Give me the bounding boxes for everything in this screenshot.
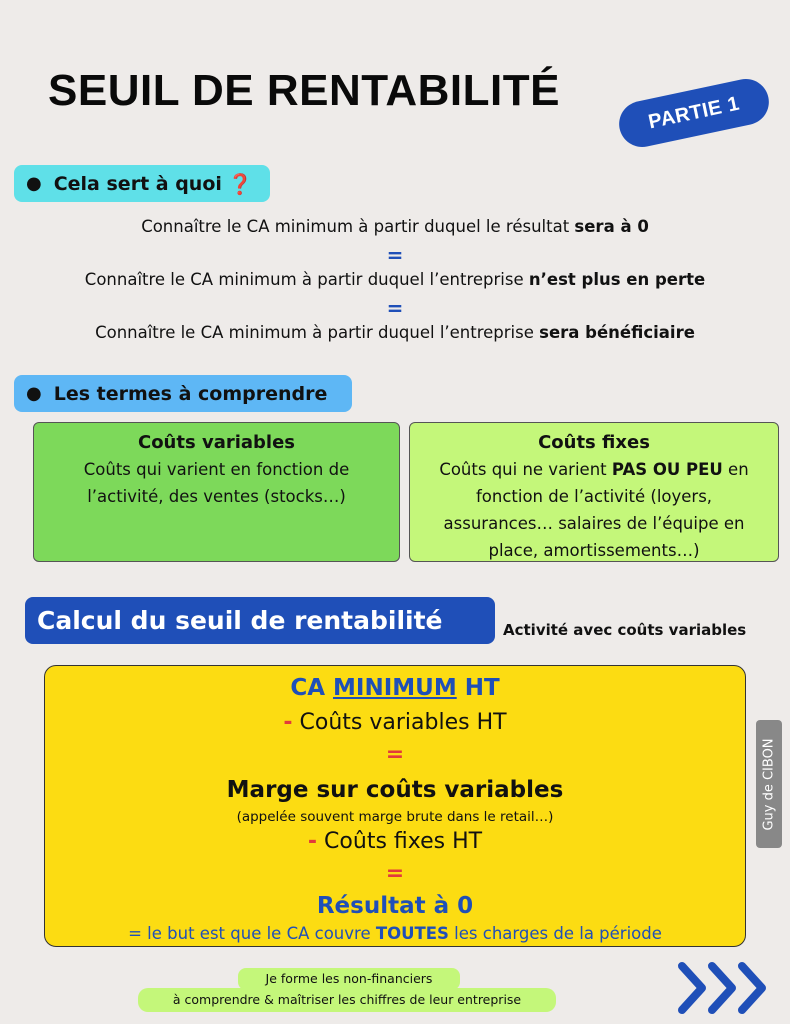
partie-badge: PARTIE 1 — [615, 75, 773, 152]
variable-costs-line-1: Coûts qui varient en fonction de — [83, 460, 350, 479]
footer-line-1: Je forme les non-financiers — [238, 968, 460, 990]
formula-couts-fixes: - Coûts fixes HT — [307, 829, 483, 854]
variable-costs-title: Coûts variables — [137, 432, 296, 453]
fixed-costs-line-4: place, amortissements…) — [488, 541, 700, 560]
fixed-costs-line-2: fonction de l’activité (loyers, — [475, 487, 713, 506]
variable-costs-card — [33, 422, 400, 562]
section-label-termes — [14, 375, 352, 412]
fixed-costs-card — [409, 422, 779, 562]
definition-line-2: Connaître le CA minimum à partir duquel l’entreprise n’est plus en perte — [84, 270, 706, 289]
page-title: SEUIL DE RENTABILITÉ — [48, 66, 560, 115]
definition-line-3: Connaître le CA minimum à partir duquel l’entreprise sera bénéficiaire — [95, 323, 695, 342]
section-label-quoi-text: Cela sert à quoi — [53, 172, 222, 195]
definition-line-1: Connaître le CA minimum à partir duquel le résultat sera à 0 — [141, 217, 649, 236]
footer-line-2: à comprendre & maîtriser les chiffres de leur entreprise — [138, 988, 556, 1012]
formula-marge: Marge sur coûts variables — [226, 777, 564, 803]
bullet-icon: ● — [26, 383, 42, 404]
bullet-icon: ● — [26, 173, 42, 194]
fixed-costs-line-3: assurances… salaires de l’équipe en — [443, 514, 745, 533]
author-side-tab — [756, 720, 782, 848]
formula-equals-2: = — [385, 861, 405, 886]
variable-costs-line-2: l’activité, des ventes (stocks…) — [87, 487, 346, 506]
section-label-termes-text: Les termes à comprendre — [53, 382, 328, 405]
fixed-costs-line-1: Coûts qui ne varient PAS OU PEU en — [439, 460, 749, 479]
calcul-subtitle: Activité avec coûts variables — [503, 621, 747, 639]
equals-sign-1: = — [386, 243, 404, 267]
formula-marge-note: (appelée souvent marge brute dans le retail…) — [236, 809, 554, 825]
calcul-label: Calcul du seuil de rentabilité — [25, 597, 495, 644]
equals-sign-2: = — [386, 296, 404, 320]
formula-ca-minimum: CA MINIMUM HT — [290, 675, 500, 701]
formula-resultat: Résultat à 0 — [316, 893, 474, 919]
author-name: Guy de CIBON — [761, 737, 777, 831]
chevron-right-icon — [676, 958, 772, 1018]
footer-tagline — [138, 968, 556, 1016]
section-label-quoi — [14, 165, 270, 202]
formula-couts-variables: - Coûts variables HT — [283, 710, 507, 735]
question-mark-icon: ❓ — [227, 171, 253, 196]
fixed-costs-title: Coûts fixes — [538, 432, 650, 453]
formula-equals-1: = — [385, 742, 405, 767]
formula-but: = le but est que le CA couvre TOUTES les charges de la période — [128, 924, 662, 943]
